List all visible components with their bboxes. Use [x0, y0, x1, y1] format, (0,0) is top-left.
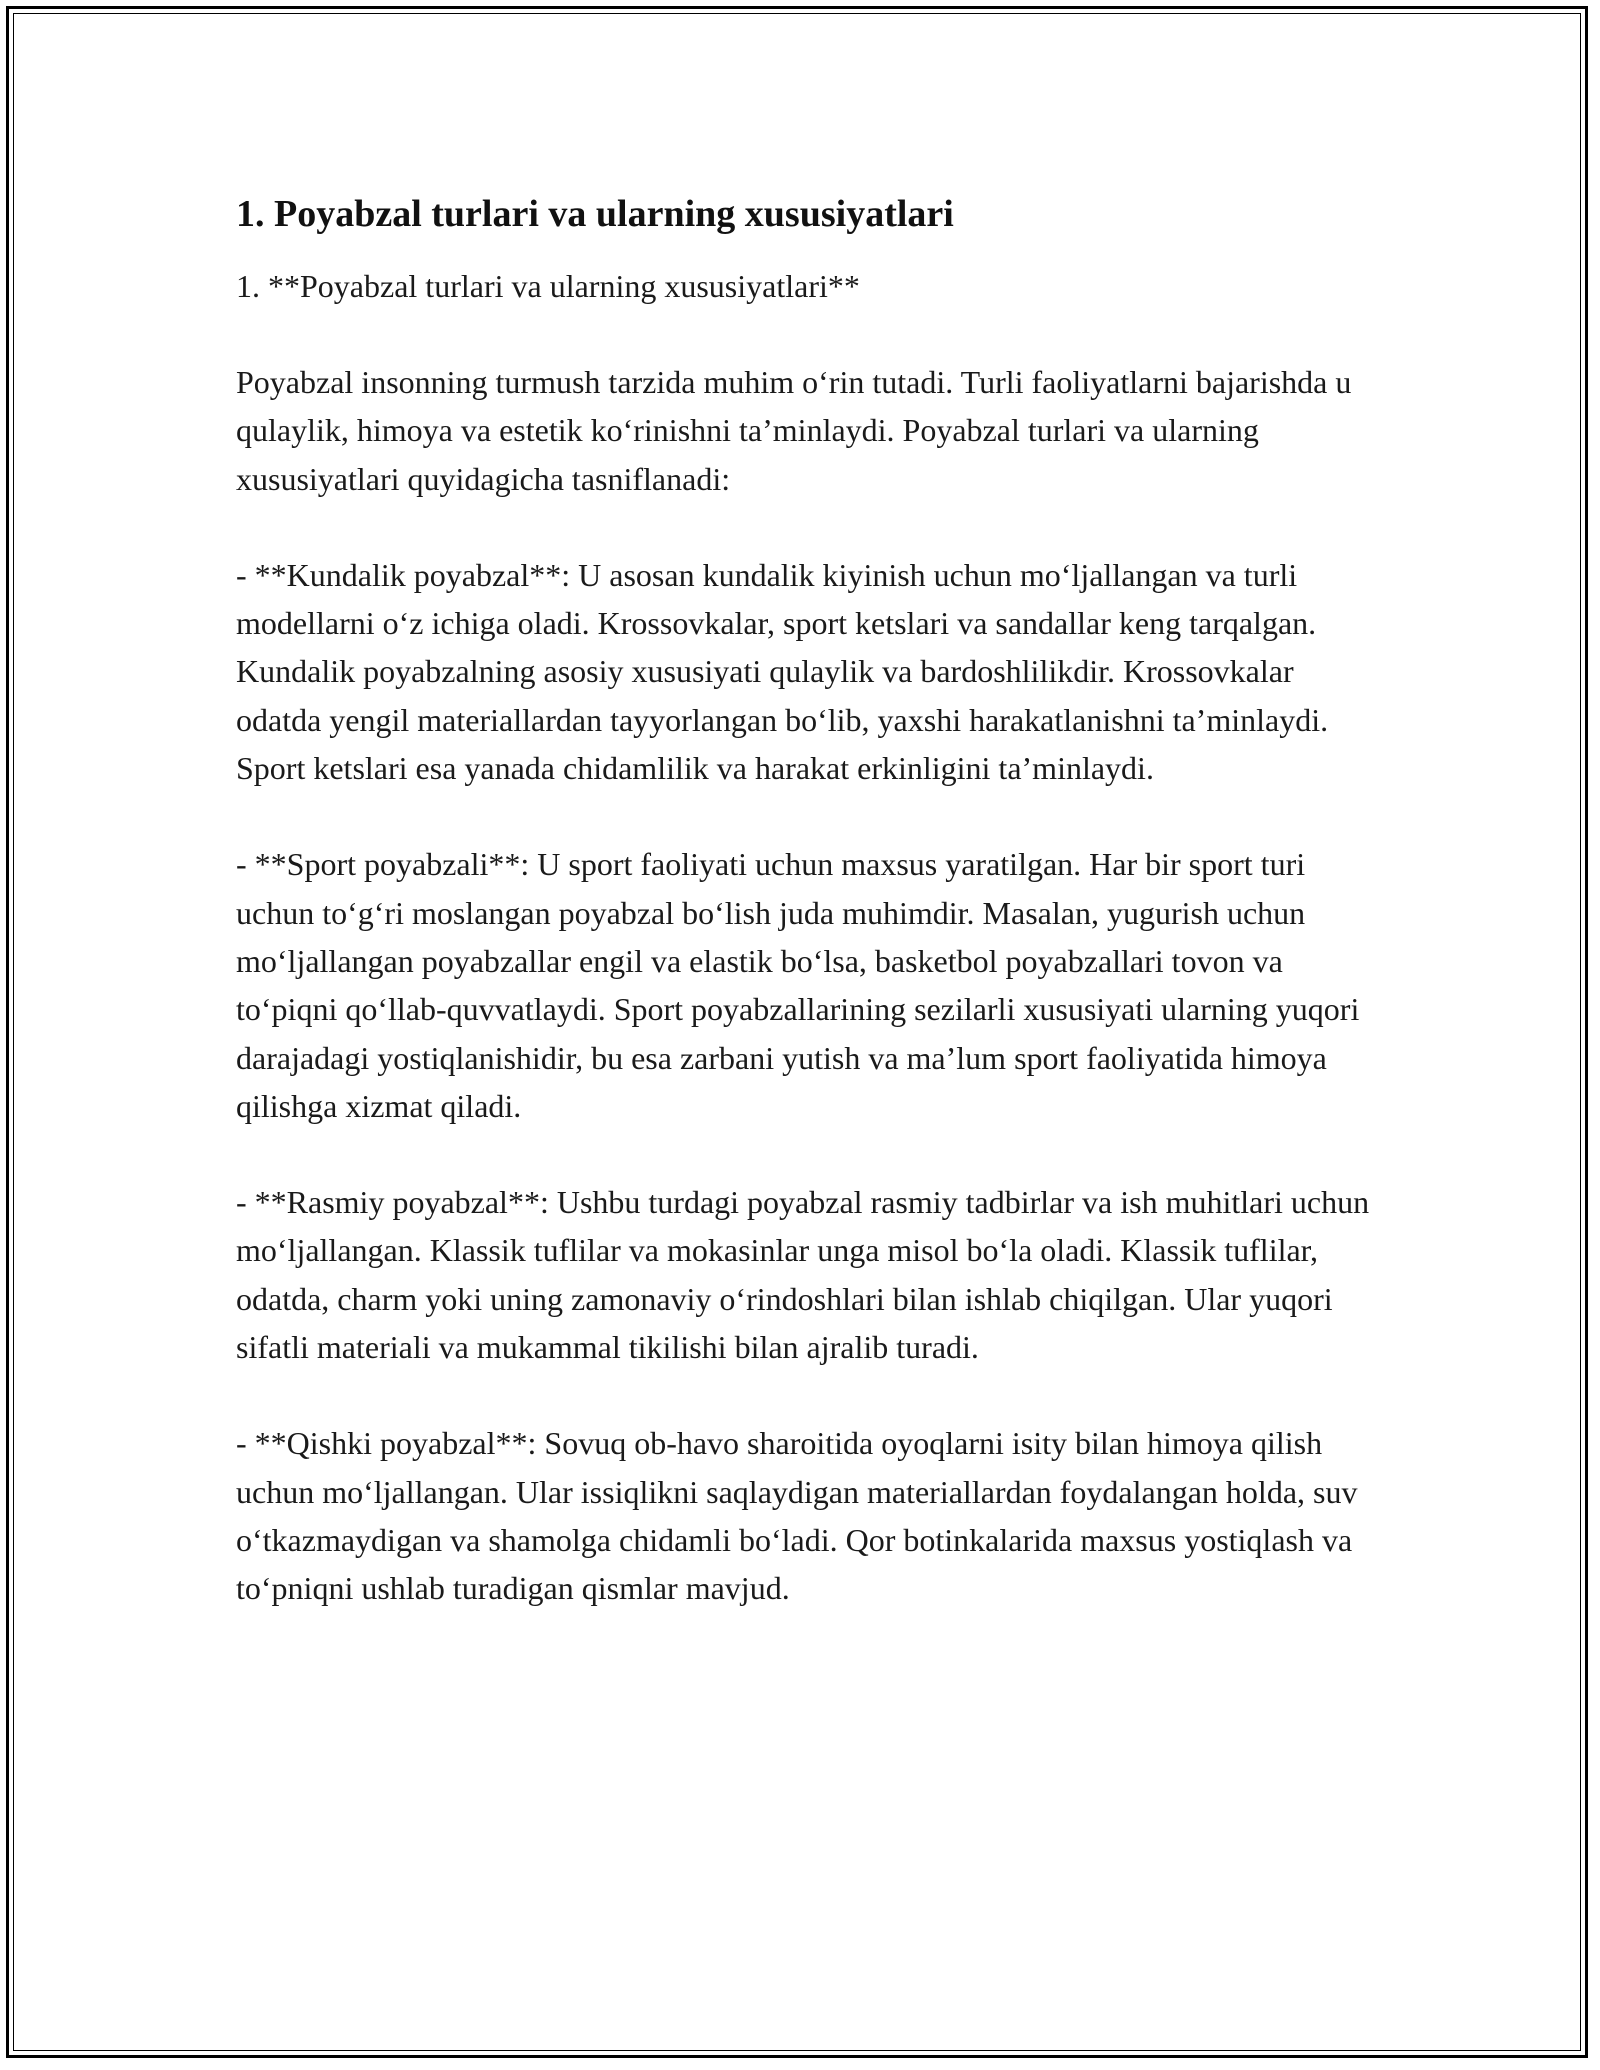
paragraph-qishki-poyabzal: - **Qishki poyabzal**: Sovuq ob-havo sharoitida oyoqlarni isity bilan himoya qilish uchun mo‘ljallangan. Ular issiqlikni saqlaydigan materiallardan foydalangan holda, suv o‘tkazmaydigan va shamolga chidamli bo‘ladi. Qor botinkalarida maxsus yostiqlash va to‘pniqni ushlab turadigan qismlar mavjud.	[236, 1425, 1358, 1607]
intro-paragraph: Poyabzal insonning turmush tarzida muhim o‘rin tutadi. Turli faoliyatlarni bajarishda u qulaylik, himoya va estetik ko‘rinishni ta’minlaydi. Poyabzal turlari va ularning xususiyatlari quyidagicha tasniflanadi:	[236, 364, 1352, 497]
paragraph-kundalik-poyabzal: - **Kundalik poyabzal**: U asosan kundalik kiyinish uchun mo‘ljallangan va turli modellarni o‘z ichiga oladi. Krossovkalar, sport ketslari va sandallar keng tarqalgan. Kundalik poyabzalning asosiy xususiyati qulaylik va bardoshlilikdir. Krossovkalar odatda yengil materiallardan tayyorlangan bo‘lib, yaxshi harakatlanishni ta’minlaydi. Sport ketslari esa yanada chidamlilik va harakat erkinligini ta’minlaydi.	[236, 556, 1329, 787]
document-body	[236, 186, 1376, 1613]
document-heading: 1. Poyabzal turlari va ularning xususiyatlari	[236, 193, 954, 235]
document-subheading: 1. **Poyabzal turlari va ularning xususiyatlari**	[236, 268, 860, 304]
paragraph-rasmiy-poyabzal: - **Rasmiy poyabzal**: Ushbu turdagi poyabzal rasmiy tadbirlar va ish muhitlari uchun mo‘ljallangan. Klassik tuflilar va mokasinlar unga misol bo‘la oladi. Klassik tuflilar, odatda, charm yoki uning zamonaviy o‘rindoshlari bilan ishlab chiqilgan. Ular yuqori sifatli materiali va mukammal tikilishi bilan ajralib turadi.	[236, 1184, 1370, 1366]
paragraph-sport-poyabzali: - **Sport poyabzali**: U sport faoliyati uchun maxsus yaratilgan. Har bir sport turi uchun to‘g‘ri moslangan poyabzal bo‘lish juda muhimdir. Masalan, yugurish uchun mo‘ljallangan poyabzallar engil va elastik bo‘lsa, basketbol poyabzallari tovon va to‘piqni qo‘llab-quvvatlaydi. Sport poyabzallarining sezilarli xususiyati ularning yuqori darajadagi yostiqlanishidir, bu esa zarbani yutish va ma’lum sport faoliyatida himoya qilishga xizmat qiladi.	[236, 846, 1360, 1124]
